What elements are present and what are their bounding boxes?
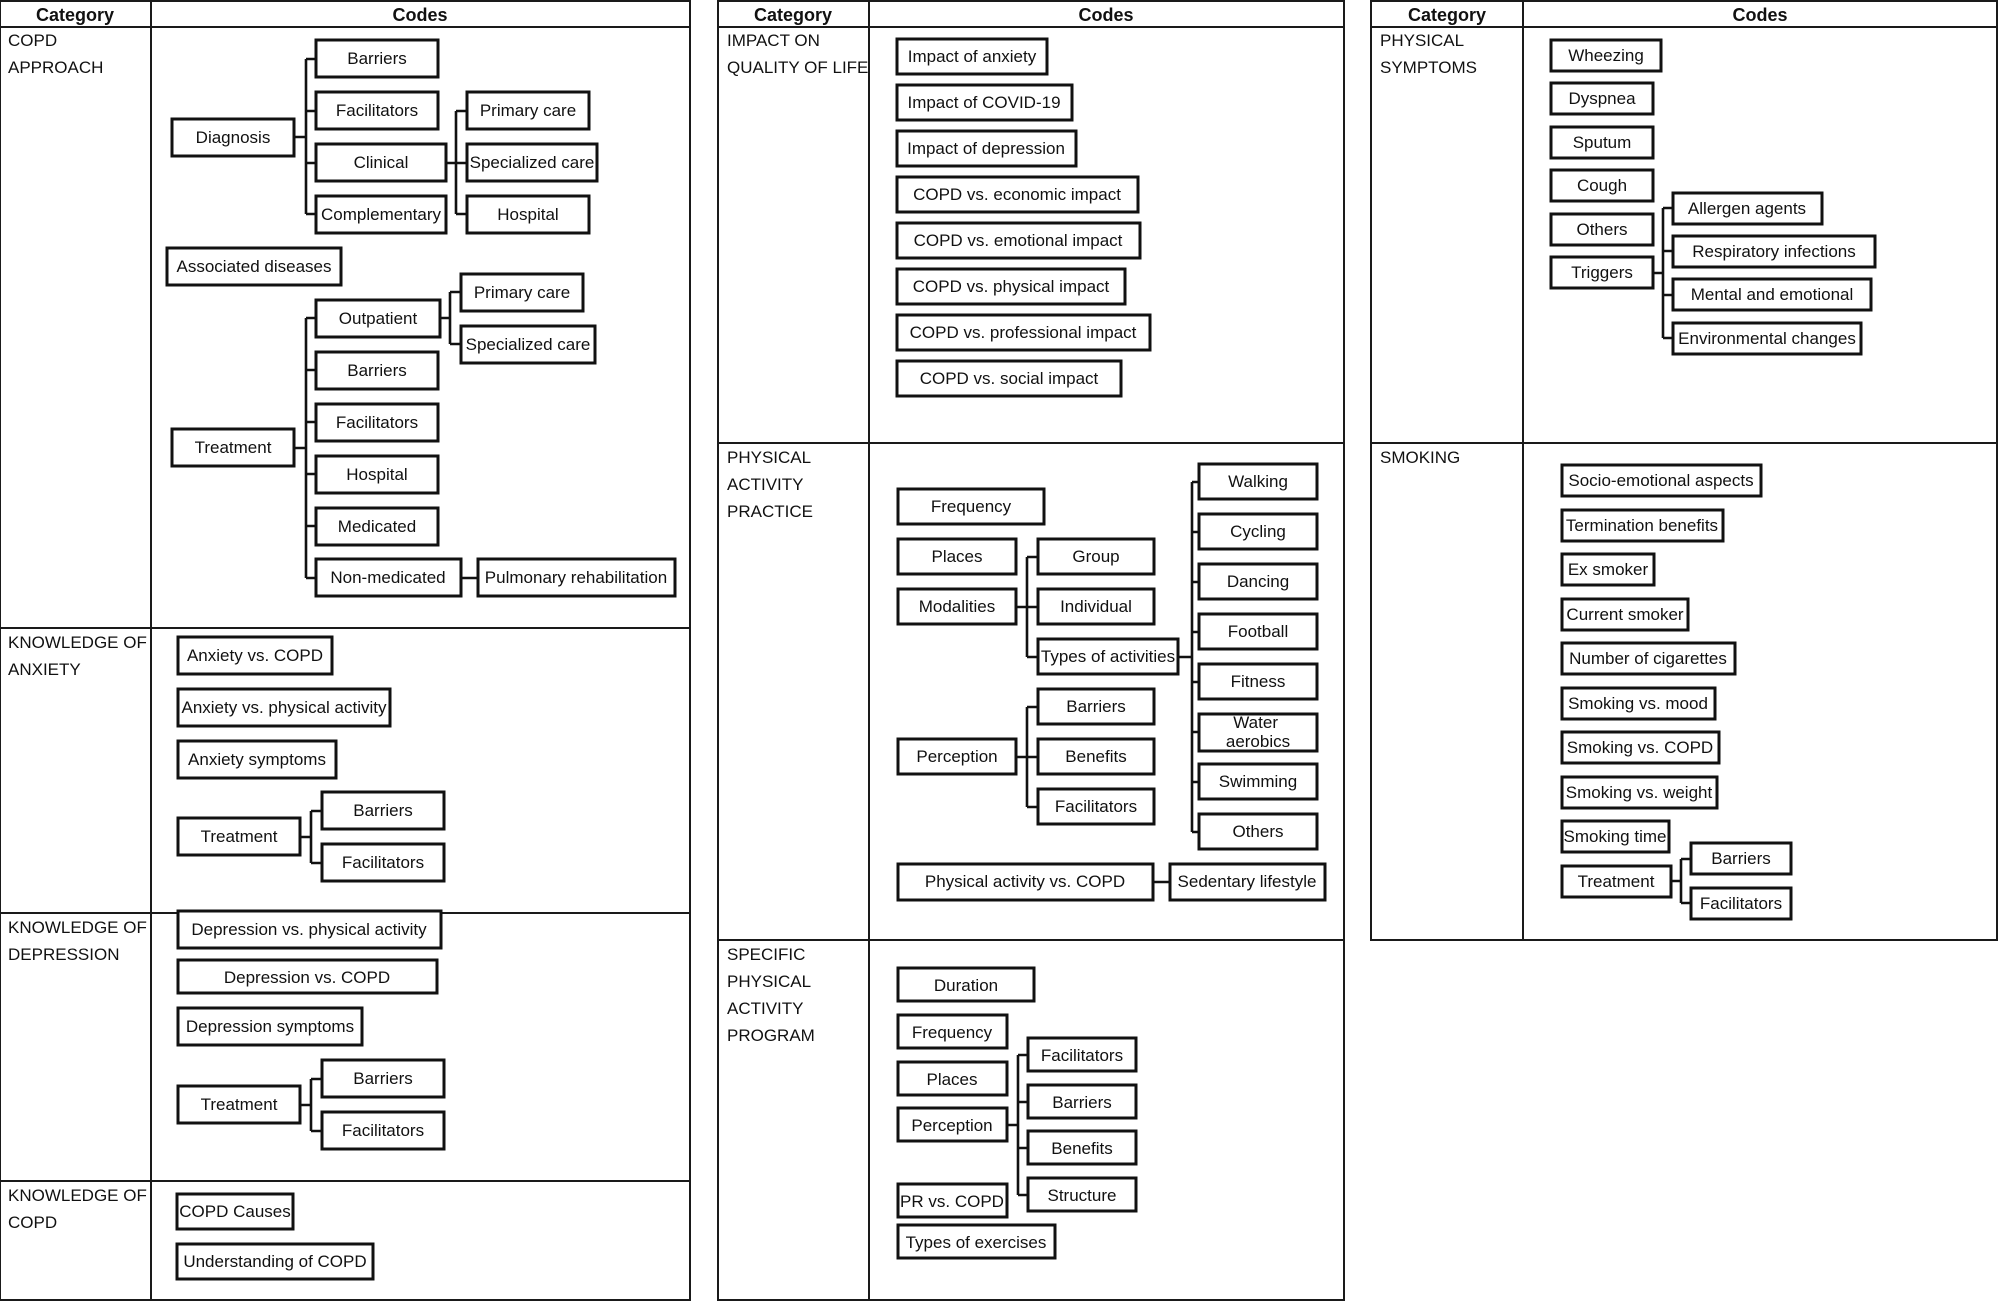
code-sp-types-of-exercises: Types of exercises [905,1233,1047,1252]
code-pa-frequency: Frequency [930,497,1012,516]
code-depression-vs-physical-activity: Depression vs. physical activity [191,920,427,939]
code-pa-fitness: Fitness [1230,672,1286,691]
code-pa-perception: Perception [916,747,998,766]
code-ps-triggers: Triggers [1571,263,1633,282]
code-sp-places: Places [926,1070,978,1089]
category-header: Category [35,5,115,25]
code-pa-places: Places [931,547,983,566]
code-ps-dyspnea: Dyspnea [1568,89,1636,108]
category-physical-symptoms: PHYSICAL SYMPTOMS [1380,31,1477,77]
code-sm-termination-benefits: Termination benefits [1565,516,1719,535]
code-sp-frequency: Frequency [911,1023,993,1042]
code-depression-symptoms: Depression symptoms [185,1017,355,1036]
code-sm-smoking-time: Smoking time [1563,827,1667,846]
category-physical-activity-practice: PHYSICAL ACTIVITY PRACTICE [727,448,813,521]
code-sp-perception: Perception [911,1116,993,1135]
code-understanding-of-copd: Understanding of COPD [183,1252,367,1271]
code-treatment: Treatment [194,438,272,457]
code-diagnosis-clinical: Clinical [353,153,409,172]
code-treatment-medicated: Medicated [337,517,417,536]
code-treatment-barriers: Barriers [347,361,407,380]
code-treatment-outpatient: Outpatient [338,309,418,328]
code-anxiety-vs-physical-activity: Anxiety vs. physical activity [181,698,387,717]
code-impact-of-anxiety: Impact of anxiety [907,47,1037,66]
code-sp-duration: Duration [933,976,999,995]
code-depression-treatment-barriers: Barriers [353,1069,413,1088]
code-sm-treatment-facilitators: Facilitators [1699,894,1783,913]
code-ps-allergen-agents: Allergen agents [1687,199,1807,218]
category-impact-quality-of-life: IMPACT ON QUALITY OF LIFE [727,31,869,77]
code-sm-number-of-cigarettes: Number of cigarettes [1569,649,1727,668]
code-sm-treatment-barriers: Barriers [1711,849,1771,868]
code-sm-current-smoker: Current smoker [1566,605,1684,624]
category-specific-program: SPECIFIC PHYSICAL ACTIVITY PROGRAM [727,945,815,1045]
code-pa-dancing: Dancing [1226,572,1290,591]
code-anxiety-treatment-facilitators: Facilitators [341,853,425,872]
code-ps-others: Others [1576,220,1628,239]
code-outpatient-specialized-care: Specialized care [465,335,591,354]
category-header: Category [1407,5,1487,25]
code-treatment-hospital: Hospital [346,465,408,484]
category-header: Category [753,5,833,25]
code-pa-perception-facilitators: Facilitators [1054,797,1138,816]
code-copd-vs-economic-impact: COPD vs. economic impact [913,185,1121,204]
code-sm-smoking-vs-mood: Smoking vs. mood [1568,694,1708,713]
code-sm-ex-smoker: Ex smoker [1567,560,1649,579]
code-pa-group: Group [1072,547,1120,566]
code-outpatient-primary-care: Primary care [473,283,571,302]
code-depression-treatment-facilitators: Facilitators [341,1121,425,1140]
code-clinical-hospital: Hospital [497,205,559,224]
code-impact-of-depression: Impact of depression [907,139,1065,158]
code-sm-smoking-vs-weight: Smoking vs. weight [1565,783,1713,802]
code-pulmonary-rehabilitation: Pulmonary rehabilitation [484,568,668,587]
code-anxiety-vs-copd: Anxiety vs. COPD [186,646,324,665]
code-pa-vs-copd: Physical activity vs. COPD [924,872,1126,891]
code-treatment-facilitators: Facilitators [335,413,419,432]
code-pa-types-of-activities: Types of activities [1040,647,1176,666]
code-treatment-non-medicated: Non-medicated [330,568,446,587]
code-ps-mental-emotional: Mental and emotional [1690,285,1854,304]
code-ps-wheezing: Wheezing [1568,46,1644,65]
code-sp-benefits: Benefits [1051,1139,1113,1158]
code-pa-walking: Walking [1228,472,1288,491]
code-sm-smoking-vs-copd: Smoking vs. COPD [1566,738,1714,757]
code-clinical-specialized-care: Specialized care [469,153,595,172]
code-pa-perception-benefits: Benefits [1065,747,1127,766]
code-sp-structure: Structure [1047,1186,1117,1205]
code-diagnosis-complementary: Complementary [321,205,441,224]
code-ps-respiratory-infections: Respiratory infections [1692,242,1856,261]
code-sm-treatment: Treatment [1577,872,1655,891]
category-copd-approach: COPD APPROACH [8,31,104,77]
category-smoking: SMOKING [1380,448,1461,467]
code-impact-of-covid: Impact of COVID-19 [907,93,1061,112]
code-sedentary-lifestyle: Sedentary lifestyle [1177,872,1317,891]
code-copd-vs-social-impact: COPD vs. social impact [919,369,1099,388]
code-pa-cycling: Cycling [1230,522,1286,541]
code-diagnosis-barriers: Barriers [347,49,407,68]
codes-header: Codes [392,5,448,25]
code-anxiety-treatment: Treatment [200,827,278,846]
code-sp-barriers: Barriers [1052,1093,1112,1112]
code-sp-facilitators: Facilitators [1040,1046,1124,1065]
code-boxes [167,39,1875,1279]
category-knowledge-depression: KNOWLEDGE OF DEPRESSION [8,918,147,964]
code-copd-causes: COPD Causes [179,1202,291,1221]
code-depression-vs-copd: Depression vs. COPD [223,968,391,987]
code-associated-diseases: Associated diseases [176,257,332,276]
category-knowledge-anxiety: KNOWLEDGE OF ANXIETY [8,633,147,679]
codes-header: Codes [1732,5,1788,25]
code-pa-swimming: Swimming [1218,772,1298,791]
code-pa-football: Football [1227,622,1289,641]
code-ps-sputum: Sputum [1572,133,1632,152]
code-pa-water-aerobics: Water aerobics [1225,713,1291,751]
code-copd-vs-physical-impact: COPD vs. physical impact [912,277,1110,296]
code-depression-treatment: Treatment [200,1095,278,1114]
category-knowledge-copd: KNOWLEDGE OF COPD [8,1186,147,1232]
code-pa-modalities: Modalities [918,597,996,616]
code-diagnosis-facilitators: Facilitators [335,101,419,120]
code-pa-perception-barriers: Barriers [1066,697,1126,716]
code-anxiety-treatment-barriers: Barriers [353,801,413,820]
codes-header: Codes [1078,5,1134,25]
code-ps-environmental-changes: Environmental changes [1678,329,1856,348]
code-pa-individual: Individual [1060,597,1132,616]
code-pa-others: Others [1232,822,1284,841]
code-clinical-primary-care: Primary care [479,101,577,120]
code-copd-vs-emotional-impact: COPD vs. emotional impact [913,231,1123,250]
code-sp-pr-vs-copd: PR vs. COPD [900,1192,1004,1211]
code-anxiety-symptoms: Anxiety symptoms [188,750,326,769]
code-copd-vs-professional-impact: COPD vs. professional impact [909,323,1137,342]
code-sm-socio-emotional: Socio-emotional aspects [1568,471,1754,490]
code-ps-cough: Cough [1576,176,1628,195]
code-diagnosis: Diagnosis [195,128,271,147]
